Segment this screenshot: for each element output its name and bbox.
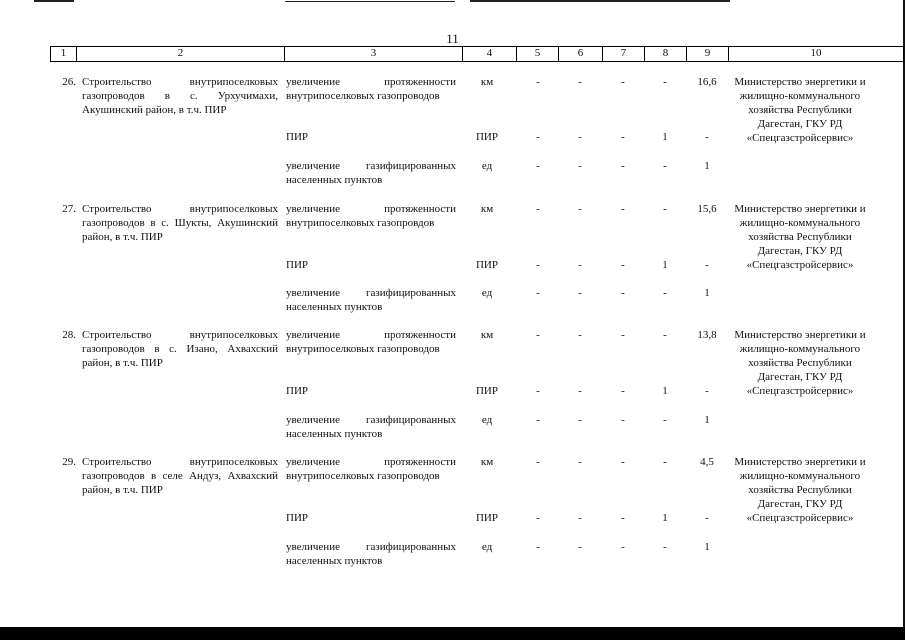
top-rule-right <box>470 0 730 2</box>
indicator-unit: км <box>480 76 494 88</box>
value-col-7: - <box>621 131 625 143</box>
value-col-8: - <box>663 160 667 172</box>
value-col-9: 13,8 <box>697 329 717 341</box>
value-col-5: - <box>536 512 540 524</box>
value-col-9: 15,6 <box>697 203 717 215</box>
value-col-5: - <box>536 414 540 426</box>
indicator-unit: ПИР <box>475 131 498 143</box>
value-col-6: - <box>578 385 582 397</box>
value-col-6: - <box>578 160 582 172</box>
scan-bottom-border <box>0 627 905 640</box>
responsible-org: Министерство энергетики и жилищно-коммунального хозяйства Республики Дагестан, ГКУ РД «Спецгазстройсервис» <box>734 456 866 524</box>
project-name: Строительство внутрипоселковых газопроводов в с. Шукты, Акушинский район, в т.ч. ПИР <box>82 203 278 243</box>
indicator-unit: ед <box>481 160 493 172</box>
row-number: 26. <box>62 76 76 88</box>
value-col-9: 16,6 <box>697 76 717 88</box>
value-col-7: - <box>621 287 625 299</box>
indicator-unit: км <box>480 203 494 215</box>
value-col-8: 1 <box>662 131 668 143</box>
value-col-6: - <box>578 259 582 271</box>
project-name: Строительство внутрипоселковых газопроводов в с. Изано, Ахвахский район, в т.ч. ПИР <box>82 329 278 369</box>
indicator-unit: ПИР <box>475 385 498 397</box>
value-col-6: - <box>578 512 582 524</box>
value-col-6: - <box>578 329 582 341</box>
indicator-unit: ПИР <box>475 512 498 524</box>
value-col-5: - <box>536 76 540 88</box>
indicator-label: увеличение протяженности внутрипоселковых газопроводов <box>286 329 456 355</box>
value-col-6: - <box>578 76 582 88</box>
header-col-4: 4 <box>462 47 516 61</box>
responsible-org: Министерство энергетики и жилищно-коммунального хозяйства Республики Дагестан, ГКУ РД «Спецгазстройсервис» <box>734 329 866 397</box>
value-col-8: - <box>663 329 667 341</box>
value-col-7: - <box>621 385 625 397</box>
header-col-6: 6 <box>558 47 602 61</box>
value-col-5: - <box>536 160 540 172</box>
value-col-8: - <box>663 203 667 215</box>
value-col-7: - <box>621 456 625 468</box>
value-col-7: - <box>621 512 625 524</box>
value-col-5: - <box>536 329 540 341</box>
indicator-label: увеличение протяженности внутрипоселковых газопроводов <box>286 76 456 102</box>
value-col-5: - <box>536 456 540 468</box>
indicator-label: увеличение газифицированных населенных пунктов <box>286 160 456 186</box>
responsible-org: Министерство энергетики и жилищно-коммунального хозяйства Республики Дагестан, ГКУ РД «Спецгазстройсервис» <box>734 76 866 144</box>
value-col-7: - <box>621 160 625 172</box>
header-col-8: 8 <box>644 47 686 61</box>
row-number: 29. <box>62 456 76 468</box>
header-col-5: 5 <box>516 47 558 61</box>
value-col-8: - <box>663 414 667 426</box>
value-col-9: 1 <box>704 160 710 172</box>
project-name: Строительство внутрипоселковых газопроводов в селе Андуз, Ахвахский район, в т.ч. ПИР <box>82 456 278 496</box>
value-col-8: - <box>663 541 667 553</box>
indicator-label: увеличение протяженности внутрипоселковых газопроводов <box>286 456 456 482</box>
header-col-7: 7 <box>602 47 644 61</box>
value-col-6: - <box>578 541 582 553</box>
value-col-5: - <box>536 385 540 397</box>
value-col-8: - <box>663 456 667 468</box>
indicator-label: увеличение протяженности внутрипоселковых газопровдов <box>286 203 456 229</box>
project-name: Строительство внутрипоселковых газопроводов в с. Урхучимахи, Акушинский район, в т.ч. ПИР <box>82 76 278 116</box>
value-col-6: - <box>578 131 582 143</box>
value-col-6: - <box>578 203 582 215</box>
value-col-9: 1 <box>704 287 710 299</box>
value-col-5: - <box>536 287 540 299</box>
header-col-1: 1 <box>50 47 76 61</box>
table-header <box>50 46 904 62</box>
indicator-label: ПИР <box>286 385 309 397</box>
indicator-label: увеличение газифицированных населенных пунктов <box>286 541 456 567</box>
value-col-7: - <box>621 259 625 271</box>
value-col-5: - <box>536 131 540 143</box>
value-col-8: 1 <box>662 259 668 271</box>
value-col-7: - <box>621 76 625 88</box>
value-col-6: - <box>578 287 582 299</box>
value-col-5: - <box>536 203 540 215</box>
value-col-9: - <box>705 512 709 524</box>
value-col-5: - <box>536 259 540 271</box>
indicator-label: ПИР <box>286 512 309 524</box>
value-col-9: 4,5 <box>700 456 714 468</box>
indicator-label: увеличение газифицированных населенных пунктов <box>286 414 456 440</box>
value-col-7: - <box>621 414 625 426</box>
indicator-label: ПИР <box>286 259 309 271</box>
value-col-8: - <box>663 76 667 88</box>
row-number: 28. <box>62 329 76 341</box>
value-col-9: - <box>705 259 709 271</box>
value-col-6: - <box>578 456 582 468</box>
indicator-unit: км <box>480 456 494 468</box>
row-number: 27. <box>62 203 76 215</box>
page-number: 11 <box>446 31 459 46</box>
value-col-9: 1 <box>704 414 710 426</box>
header-col-3: 3 <box>284 47 462 61</box>
value-col-5: - <box>536 541 540 553</box>
value-col-6: - <box>578 414 582 426</box>
indicator-label: ПИР <box>286 131 309 143</box>
indicator-label: увеличение газифицированных населенных пунктов <box>286 287 456 313</box>
top-rule-middle <box>285 1 455 2</box>
indicator-unit: ПИР <box>475 259 498 271</box>
indicator-unit: ед <box>481 287 493 299</box>
indicator-unit: км <box>480 329 494 341</box>
top-rule-left <box>34 0 74 2</box>
value-col-8: - <box>663 287 667 299</box>
value-col-9: - <box>705 131 709 143</box>
indicator-unit: ед <box>481 414 493 426</box>
value-col-7: - <box>621 541 625 553</box>
header-col-10: 10 <box>728 47 904 61</box>
header-col-9: 9 <box>686 47 728 61</box>
header-col-2: 2 <box>76 47 284 61</box>
indicator-unit: ед <box>481 541 493 553</box>
value-col-7: - <box>621 203 625 215</box>
value-col-8: 1 <box>662 512 668 524</box>
value-col-7: - <box>621 329 625 341</box>
responsible-org: Министерство энергетики и жилищно-коммунального хозяйства Республики Дагестан, ГКУ РД «Спецгазстройсервис» <box>734 203 866 271</box>
value-col-9: 1 <box>704 541 710 553</box>
value-col-9: - <box>705 385 709 397</box>
value-col-8: 1 <box>662 385 668 397</box>
